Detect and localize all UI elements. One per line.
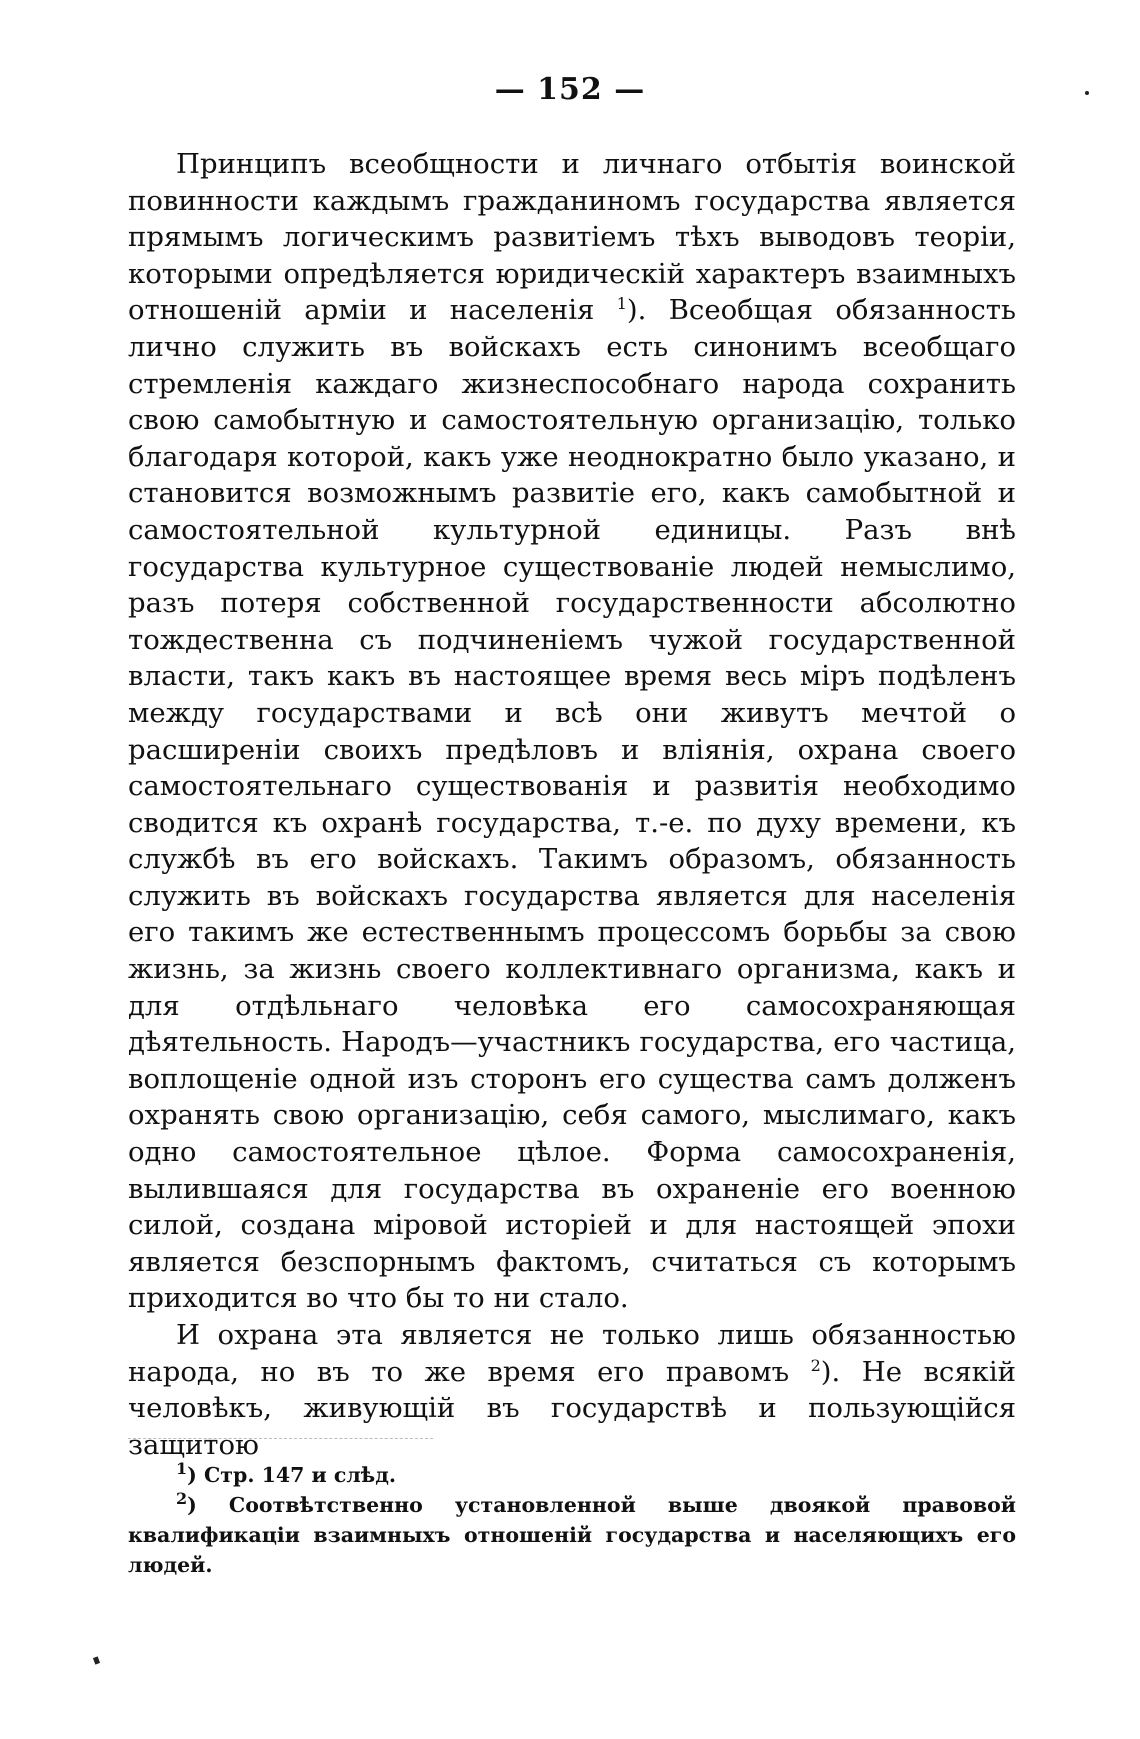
- footnote-divider: [128, 1438, 433, 1439]
- footnotes: [128, 1460, 1016, 1580]
- footnote-ref-2: 2: [810, 1355, 821, 1375]
- paragraph-1-text-b: ). Всеобщая обязанность лично служить въ войскахъ есть синонимъ всеобщаго стремленія каждаго жизнеспособнаго народа сохранить свою самобытную и самостоятельную организацію, только благодаря которой, какъ уже неоднократно было указано, и становится возможнымъ развитіе его, какъ самобытной и самостоятельной культурной единицы. Разъ внѣ государства культурное существованіе людей немыслимо, разъ потеря собственной государственности абсолютно тождественна съ подчиненіемъ чужой государственной власти, такъ какъ въ настоящее время весь міръ подѣленъ между государствами и всѣ они живутъ мечтой о расширеніи своихъ предѣловъ и вліянія, охрана своего самостоятельнаго существованія и развитія необходимо сводится къ охранѣ государства, т.-е. по духу времени, къ службѣ въ его войскахъ. Такимъ образомъ, обязанность служить въ войскахъ государства является для населенія его такимъ же естественнымъ процессомъ борьбы за свою жизнь, за жизнь своего коллективнаго организма, какъ и для отдѣльнаго человѣка его самосохраняющая дѣятельность. Народъ—участникъ государства, его частица, воплощеніе одной изъ сторонъ его существа самъ долженъ охранять свою организацію, себя самого, мыслимаго, какъ одно самостоятельное цѣлое. Форма самосохраненія, вылившаяся для государства въ охраненіе его военною силой, создана міровой исторіей и для настоящей эпохи является безспорнымъ фактомъ, считаться съ которымъ приходится во что бы то ни стало.: [128, 294, 1016, 1315]
- scan-speck-top-right: [1085, 91, 1089, 95]
- footnote-1-marker: 1: [176, 1459, 188, 1479]
- paragraph-1-text-a: Принципъ всеобщности и личнаго отбытія воинской повинности каждымъ гражданиномъ государства является прямымъ логическимъ развитіемъ тѣхъ выводовъ теоріи, которыми опредѣляется юридическій характеръ взаимныхъ отношеній арміи и населенія: [128, 148, 1016, 327]
- footnote-1: [128, 1460, 1016, 1490]
- paragraph-2-text-a: И охрана эта является не только лишь обязанностью народа, но въ то же время его правомъ: [128, 1319, 1016, 1388]
- footnote-2-text: ) Соотвѣтственно установленной выше двоякой правовой квалификаціи взаимныхъ отношеній государства и населяющихъ его людей.: [128, 1493, 1016, 1577]
- main-text: [128, 146, 1016, 1463]
- footnote-2-marker: 2: [176, 1489, 188, 1509]
- paragraph-2: [128, 1317, 1016, 1463]
- paragraph-2-text-b: ). Не всякій человѣкъ, живующій въ государствѣ и пользующійся защитою: [128, 1355, 1016, 1461]
- scan-speck-bottom-left: [93, 1656, 100, 1664]
- paragraph-1: [128, 146, 1016, 1317]
- footnote-ref-1: 1: [616, 294, 627, 314]
- footnote-1-text: ) Стр. 147 и слѣд.: [187, 1463, 397, 1487]
- footnote-2: [128, 1490, 1016, 1580]
- page-number: — 152 —: [494, 72, 646, 107]
